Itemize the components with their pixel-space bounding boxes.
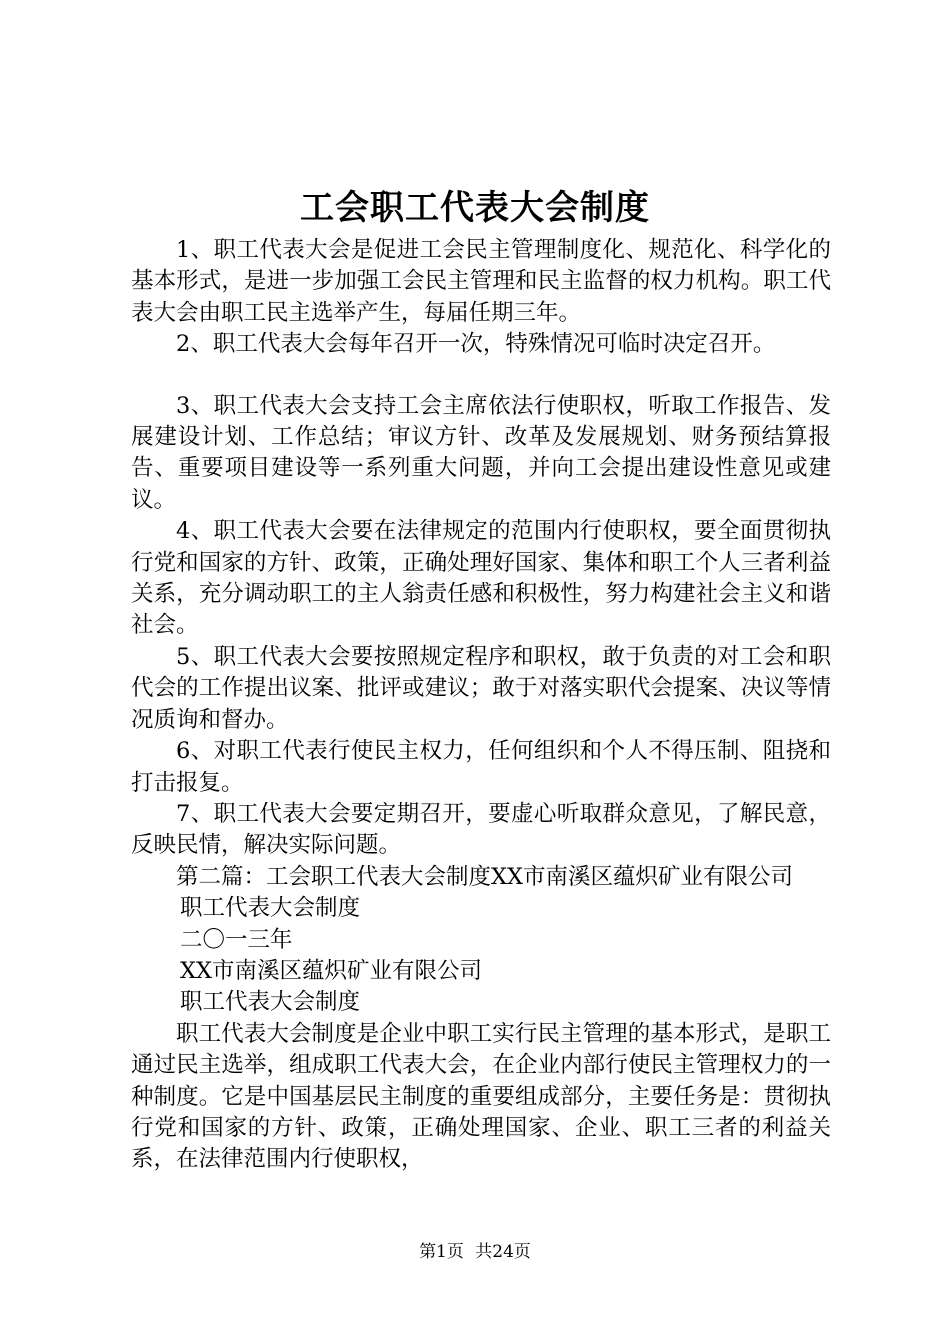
page-number: 第1页: [419, 1242, 464, 1262]
year-line: 二〇一三年: [180, 926, 293, 953]
paragraph-3: 3、职工代表大会支持工会主席依法行使职权，听取工作报告、发展建设计划、工作总结；审议方针、改革及发展规划、财务预结算报告、重要项目建设等一系列重大问题，并向工会提出建设性意见或建议。: [131, 392, 831, 513]
subtitle-line-2: 职工代表大会制度: [180, 989, 361, 1016]
paragraph-5: 5、职工代表大会要按照规定程序和职权，敢于负责的对工会和职代会的工作提出议案、批评或建议；敢于对落实职代会提案、决议等情况质询和督办。: [131, 643, 831, 733]
section-two-heading: 第二篇：工会职工代表大会制度XX市南溪区蕴炽矿业有限公司: [176, 863, 794, 890]
closing-paragraph: 职工代表大会制度是企业中职工实行民主管理的基本形式，是职工通过民主选举，组成职工代表大会，在企业内部行使民主管理权力的一种制度。它是中国基层民主制度的重要组成部分，主要任务是：贯彻执行党和国家的方针、政策，正确处理国家、企业、职工三者的利益关系，在法律范围内行使职权，: [131, 1020, 831, 1173]
subtitle-line-1: 职工代表大会制度: [180, 895, 361, 922]
paragraph-7: 7、职工代表大会要定期召开，要虚心听取群众意见，了解民意，反映民情，解决实际问题。: [131, 800, 831, 859]
paragraph-1: 1、职工代表大会是促进工会民主管理制度化、规范化、科学化的基本形式，是进一步加强工会民主管理和民主监督的权力机构。职工代表大会由职工民主选举产生，每届任期三年。: [131, 237, 831, 326]
paragraph-6: 6、对职工代表行使民主权力，任何组织和个人不得压制、阻挠和打击报复。: [131, 738, 831, 796]
page-footer: [0, 1240, 950, 1264]
document-title: 工会职工代表大会制度: [300, 188, 650, 228]
paragraph-gap: [131, 361, 831, 391]
document-body: [131, 235, 831, 1176]
company-line: XX市南溪区蕴炽矿业有限公司: [180, 957, 483, 984]
paragraph-2: 2、职工代表大会每年召开一次，特殊情况可临时决定召开。: [176, 331, 776, 358]
page-total: 共24页: [475, 1242, 531, 1262]
paragraph-4: 4、职工代表大会要在法律规定的范围内行使职权，要全面贯彻执行党和国家的方针、政策，正确处理好国家、集体和职工个人三者利益关系，充分调动职工的主人翁责任感和积极性，努力构建社会主义和谐社会。: [131, 518, 831, 639]
